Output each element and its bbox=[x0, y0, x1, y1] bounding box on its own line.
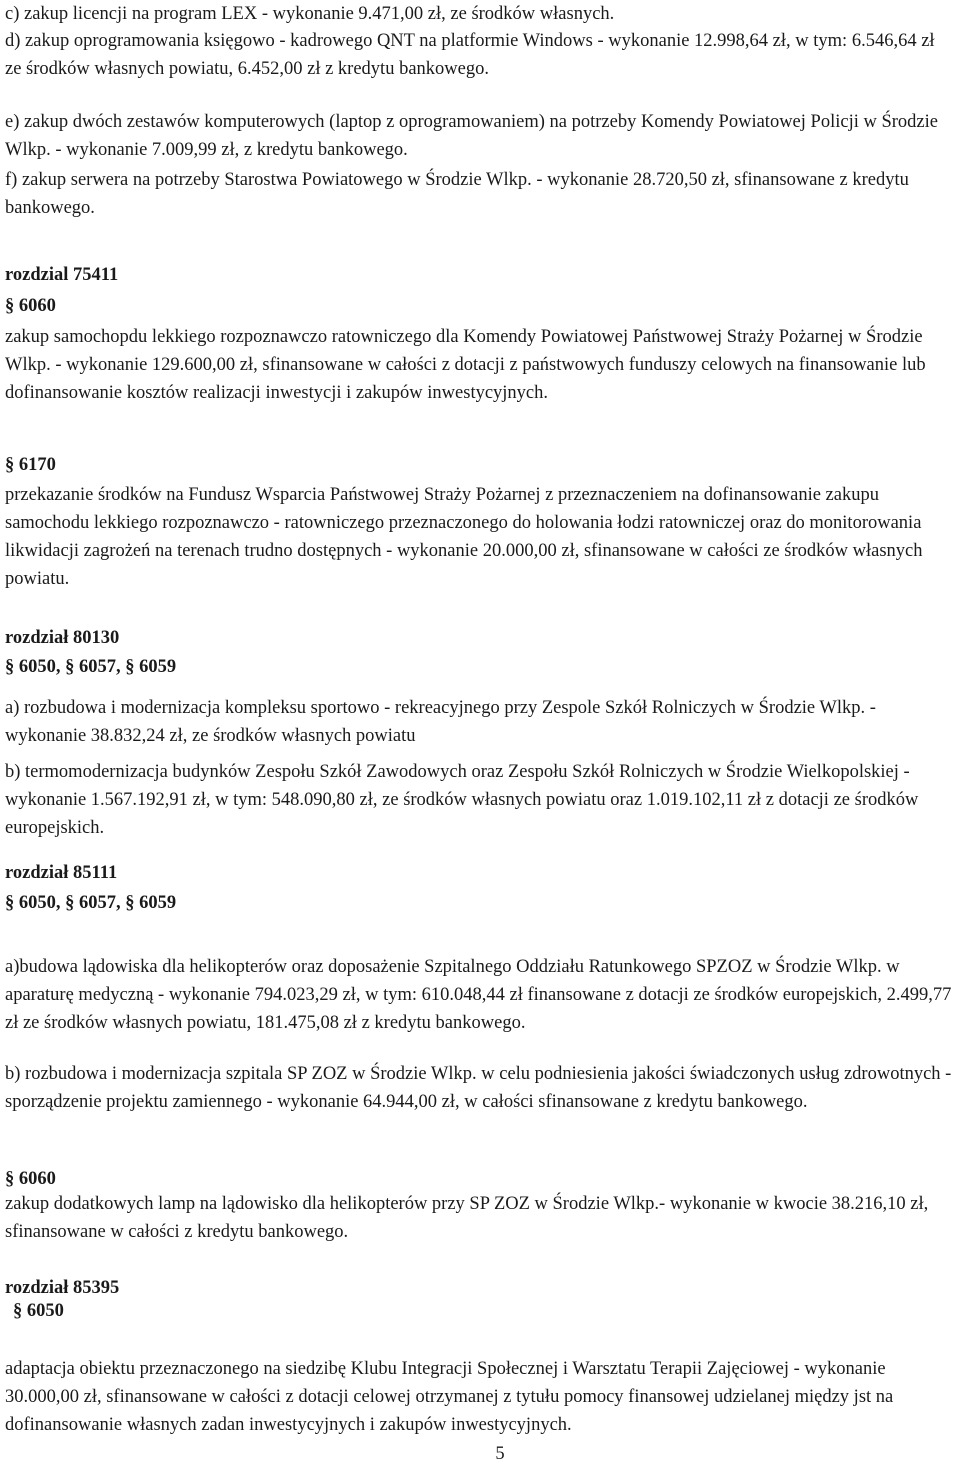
section-heading-80130: rozdział 80130 bbox=[5, 628, 120, 648]
paragraph-number-6060: § 6060 bbox=[5, 296, 56, 316]
item-80130-a: a) rozbudowa i modernizacja kompleksu sportowo - rekreacyjnego przy Zespole Szkół Rolniczych w Środzie Wlkp. - wykonanie 38.832,24 zł, ze środków własnych powiatu bbox=[5, 698, 876, 746]
paragraph-number-6050: § 6050 bbox=[13, 1301, 64, 1321]
section-heading-85395: rozdział 85395 bbox=[5, 1278, 120, 1298]
item-85111-b: b) rozbudowa i modernizacja szpitala SP ZOZ w Środzie Wlkp. w celu podniesienia jakości świadczonych usług zdrowotnych - sporządzenie projektu zamiennego - wykonanie 64.944,00 zł, w całości sfinansowane z kredytu bankowego. bbox=[5, 1064, 952, 1112]
item-85111-a: a)budowa lądowiska dla helikopterów oraz doposażenie Szpitalnego Oddziału Ratunkowego SPZOZ w Środzie Wlkp. w aparaturę medyczną - wykonanie 794.023,29 zł, w tym: 610.048,44 zł finansowane z dotacji ze środków europejskich, 2.499,77 zł ze środków własnych powiatu, 181.475,08 zł z kredytu bankowego. bbox=[5, 957, 952, 1033]
paragraph-text-6060: zakup samochopdu lekkiego rozpoznawczo ratowniczego dla Komendy Powiatowej Państwowej Straży Pożarnej w Środzie Wlkp. - wykonanie 129.600,00 zł, sfinansowane w całości z dotacji z państwowych funduszy celowych na finansowanie lub dofinansowanie kosztów realizacji inwestycji i zakupów inwestycyjnych. bbox=[5, 327, 926, 403]
item-f: f) zakup serwera na potrzeby Starostwa Powiatowego w Środzie Wlkp. - wykonanie 28.720,50 zł, sfinansowane z kredytu bankowego. bbox=[5, 170, 909, 218]
paragraph-text-6060-b: zakup dodatkowych lamp na lądowisko dla helikopterów przy SP ZOZ w Środzie Wlkp.- wykonanie w kwocie 38.216,10 zł, sfinansowane w całości z kredytu bankowego. bbox=[5, 1194, 929, 1242]
paragraph-number-6170: § 6170 bbox=[5, 455, 56, 475]
page-number: 5 bbox=[495, 1444, 505, 1464]
item-d: d) zakup oprogramowania księgowo - kadrowego QNT na platformie Windows - wykonanie 12.998,64 zł, w tym: 6.546,64 zł ze środków własnych powiatu, 6.452,00 zł z kredytu bankowego. bbox=[5, 31, 935, 79]
item-e: e) zakup dwóch zestawów komputerowych (laptop z oprogramowaniem) na potrzeby Komendy Powiatowej Policji w Środzie Wlkp. - wykonanie 7.009,99 zł, z kredytu bankowego. bbox=[5, 112, 938, 160]
item-80130-b: b) termomodernizacja budynków Zespołu Szkół Zawodowych oraz Zespołu Szkół Rolniczych w Środzie Wielkopolskiej - wykonanie 1.567.192,91 zł, w tym: 548.090,80 zł, ze środków własnych powiatu oraz 1.019.102,11 zł z dotacji ze środków europejskich. bbox=[5, 762, 919, 838]
section-heading-75411: rozdzial 75411 bbox=[5, 265, 119, 285]
paragraph-number-6060-b: § 6060 bbox=[5, 1169, 56, 1189]
paragraph-text-6170: przekazanie środków na Fundusz Wsparcia Państwowej Straży Pożarnej z przeznaczeniem na dofinansowanie zakupu samochodu lekkiego rozpoznawczo - ratowniczego przeznaczonego do holowania łodzi ratowniczej oraz do monitorowania likwidacji zagrożeń na terenach trudno dostępnych - wykonanie 20.000,00 zł, sfinansowane w całości ze środków własnych powiatu. bbox=[5, 485, 923, 589]
section-heading-85111: rozdział 85111 bbox=[5, 863, 118, 883]
paragraph-numbers-85111: § 6050, § 6057, § 6059 bbox=[5, 893, 177, 913]
paragraph-text-6050: adaptacja obiektu przeznaczonego na siedzibę Klubu Integracji Społecznej i Warsztatu Terapii Zajęciowej - wykonanie 30.000,00 zł, sfinansowane w całości z dotacji celowej otrzymanej z tytułu pomocy finansowej udzielanej między jst na dofinansowanie własnych zadan inwestycyjnych i zakupów inwestycyjnych. bbox=[5, 1359, 894, 1435]
item-c: c) zakup licencji na program LEX - wykonanie 9.471,00 zł, ze środków własnych. bbox=[5, 4, 615, 24]
paragraph-numbers-80130: § 6050, § 6057, § 6059 bbox=[5, 657, 177, 677]
